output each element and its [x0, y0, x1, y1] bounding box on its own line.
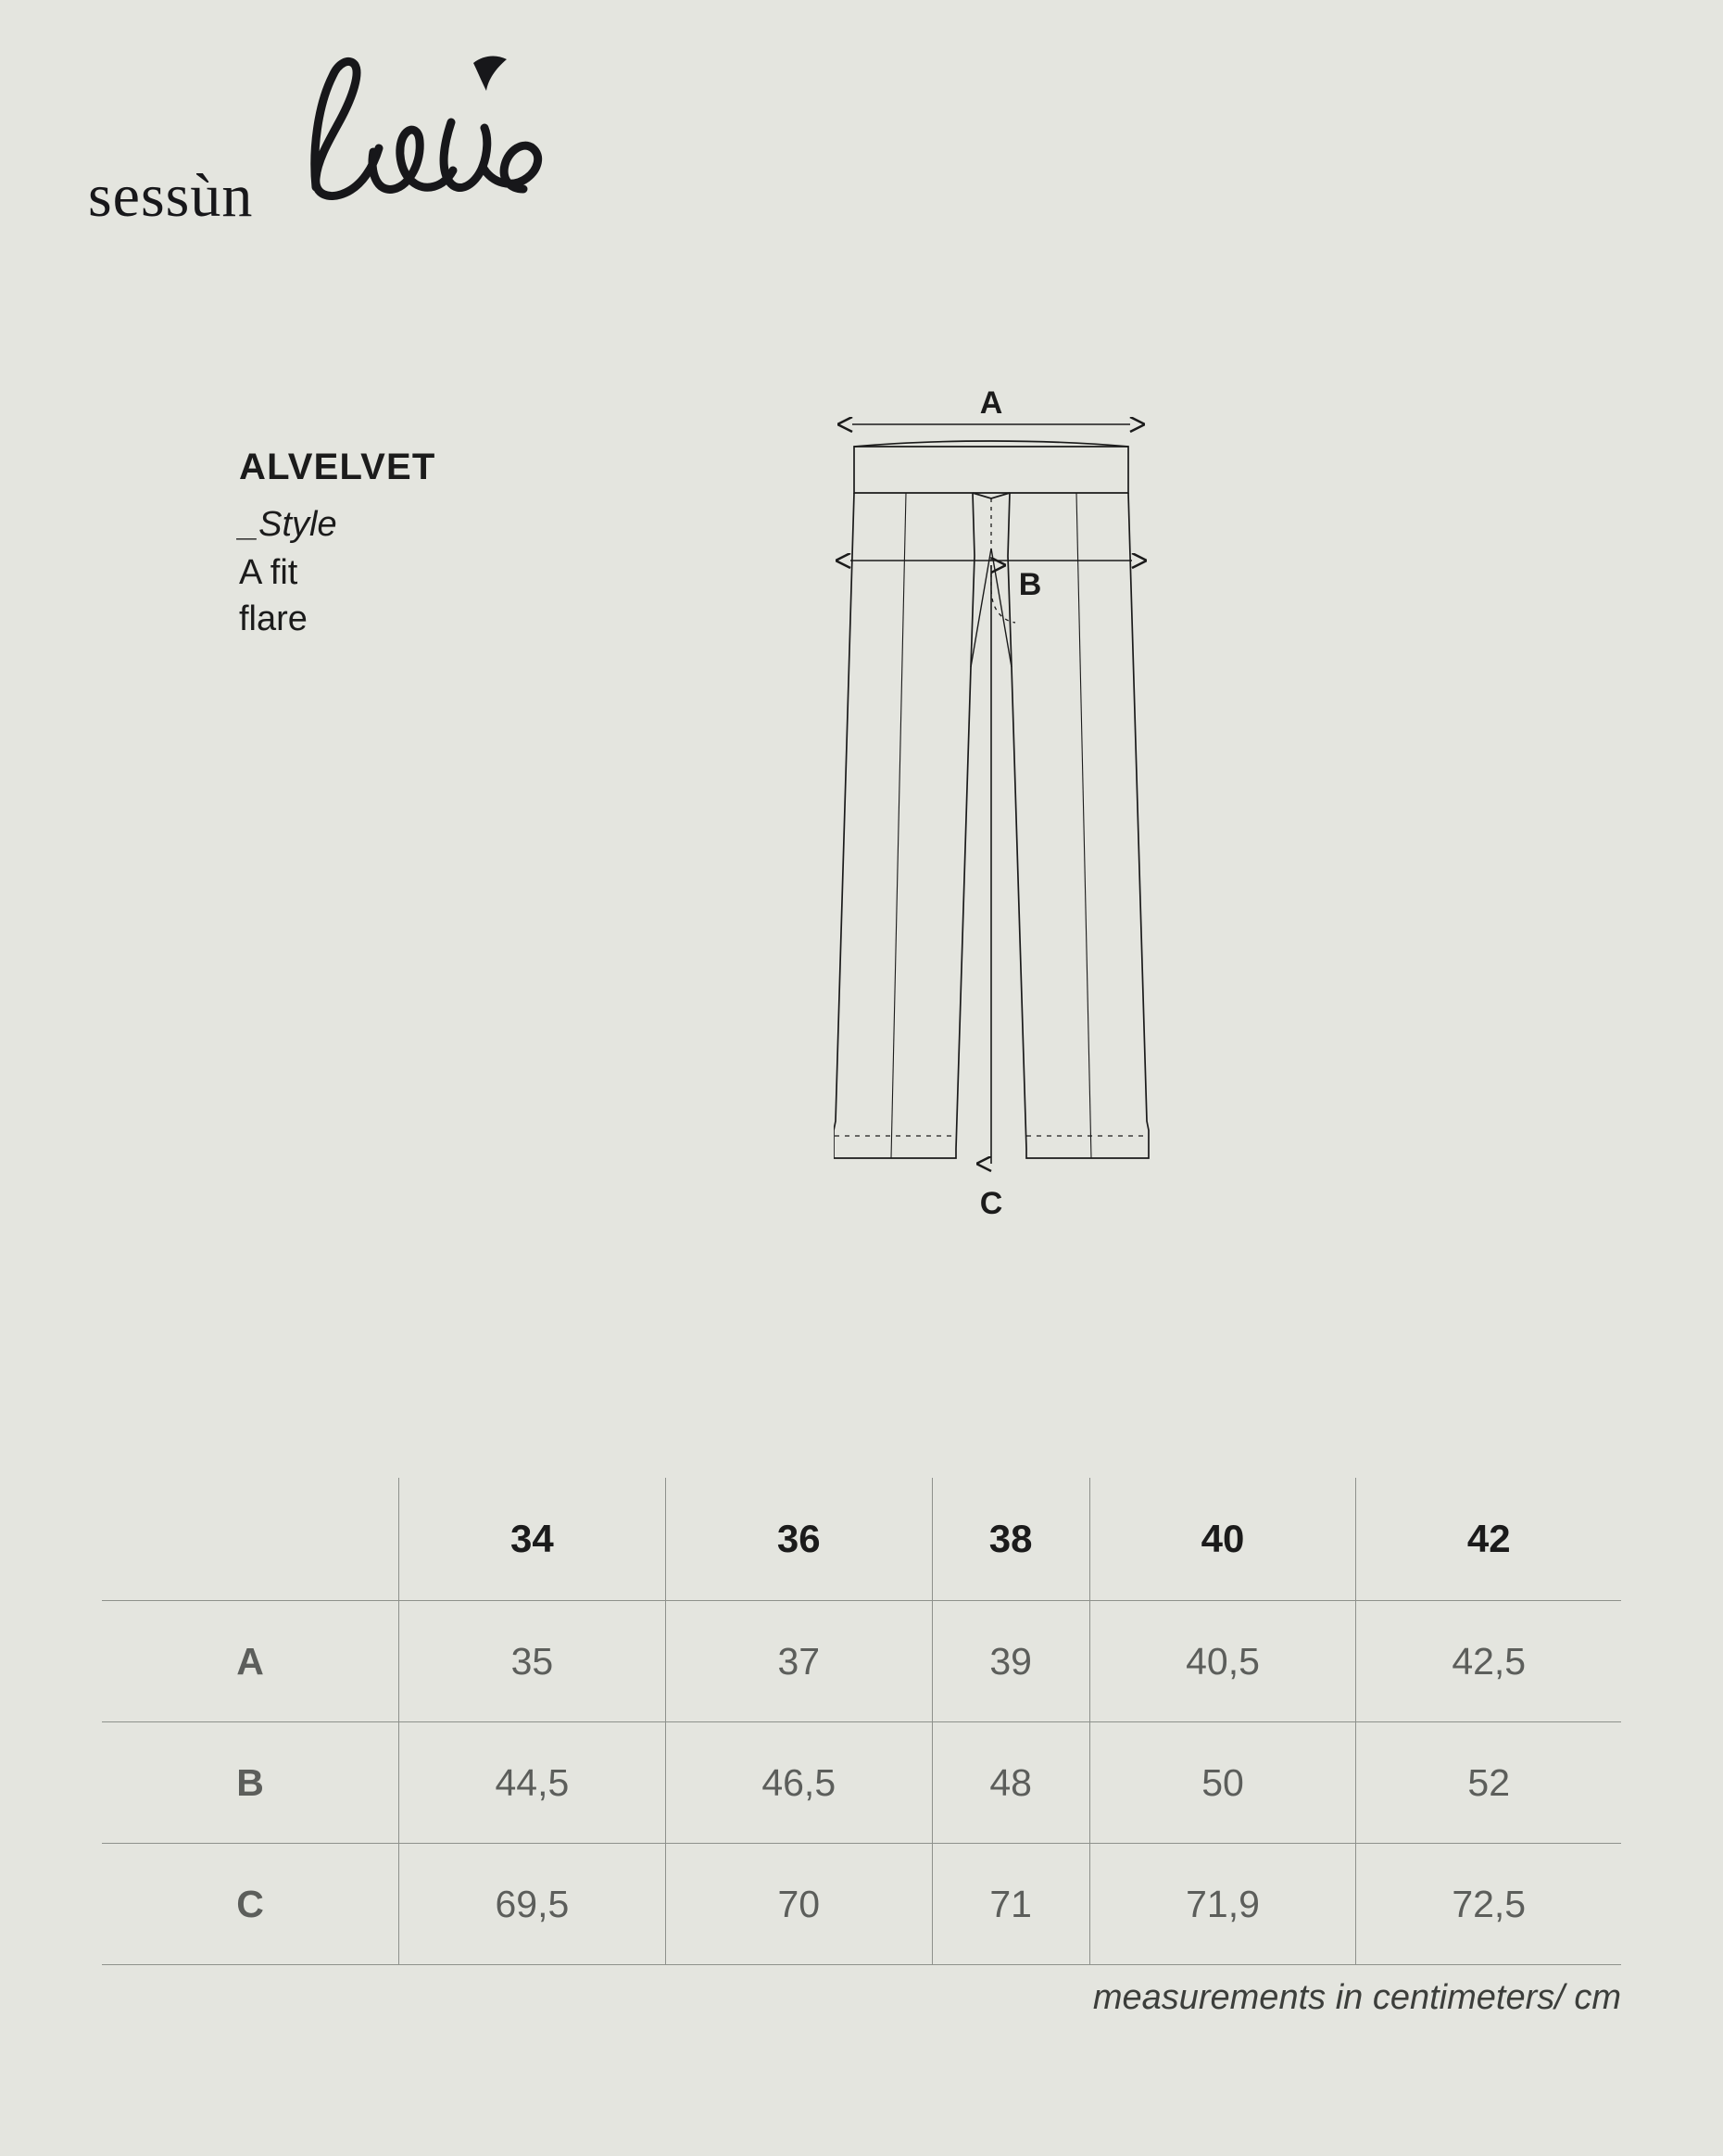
- style-label: _Style: [239, 504, 337, 544]
- size-header-1: 36: [665, 1478, 932, 1601]
- size-header-4: 42: [1356, 1478, 1621, 1601]
- table-row: [102, 1844, 1621, 1965]
- cell-b-40: 50: [1089, 1722, 1356, 1844]
- cell-c-38: 71: [932, 1844, 1089, 1965]
- diagram-label-a: A: [979, 389, 1003, 421]
- row-label-b: B: [102, 1722, 399, 1844]
- size-header-0: 34: [399, 1478, 666, 1601]
- size-chart-table: [102, 1478, 1621, 1965]
- brand-wordmark: sessùn: [88, 162, 254, 230]
- cell-a-36: 37: [665, 1601, 932, 1722]
- size-header-2: 38: [932, 1478, 1089, 1601]
- cell-c-34: 69,5: [399, 1844, 666, 1965]
- cell-c-42: 72,5: [1356, 1844, 1621, 1965]
- row-label-c: C: [102, 1844, 399, 1965]
- garment-technical-drawing: [834, 389, 1556, 1390]
- brand-header: [88, 56, 559, 230]
- brand-script-logo: [281, 48, 559, 220]
- diagram-label-b: B: [1018, 567, 1042, 602]
- cell-a-42: 42,5: [1356, 1601, 1621, 1722]
- product-name: ALVELVET: [239, 447, 436, 487]
- row-label-a: A: [102, 1601, 399, 1722]
- product-info: [239, 443, 436, 642]
- shape-label: flare: [239, 599, 308, 639]
- cell-b-36: 46,5: [665, 1722, 932, 1844]
- cell-b-42: 52: [1356, 1722, 1621, 1844]
- measurement-unit-note: measurements in centimeters/ cm: [1092, 1978, 1621, 2017]
- cell-a-40: 40,5: [1089, 1601, 1356, 1722]
- cell-b-38: 48: [932, 1722, 1089, 1844]
- fit-label: A fit: [239, 552, 298, 592]
- cell-c-36: 70: [665, 1844, 932, 1965]
- size-header-3: 40: [1089, 1478, 1356, 1601]
- cell-c-40: 71,9: [1089, 1844, 1356, 1965]
- table-corner-cell: [102, 1478, 399, 1601]
- cell-a-38: 39: [932, 1601, 1089, 1722]
- table-bottom-rule: [102, 1965, 1621, 1966]
- table-row: [102, 1722, 1621, 1844]
- diagram-label-c: C: [979, 1186, 1003, 1221]
- table-row: [102, 1601, 1621, 1722]
- cell-a-34: 35: [399, 1601, 666, 1722]
- table-header-row: [102, 1478, 1621, 1601]
- cell-b-34: 44,5: [399, 1722, 666, 1844]
